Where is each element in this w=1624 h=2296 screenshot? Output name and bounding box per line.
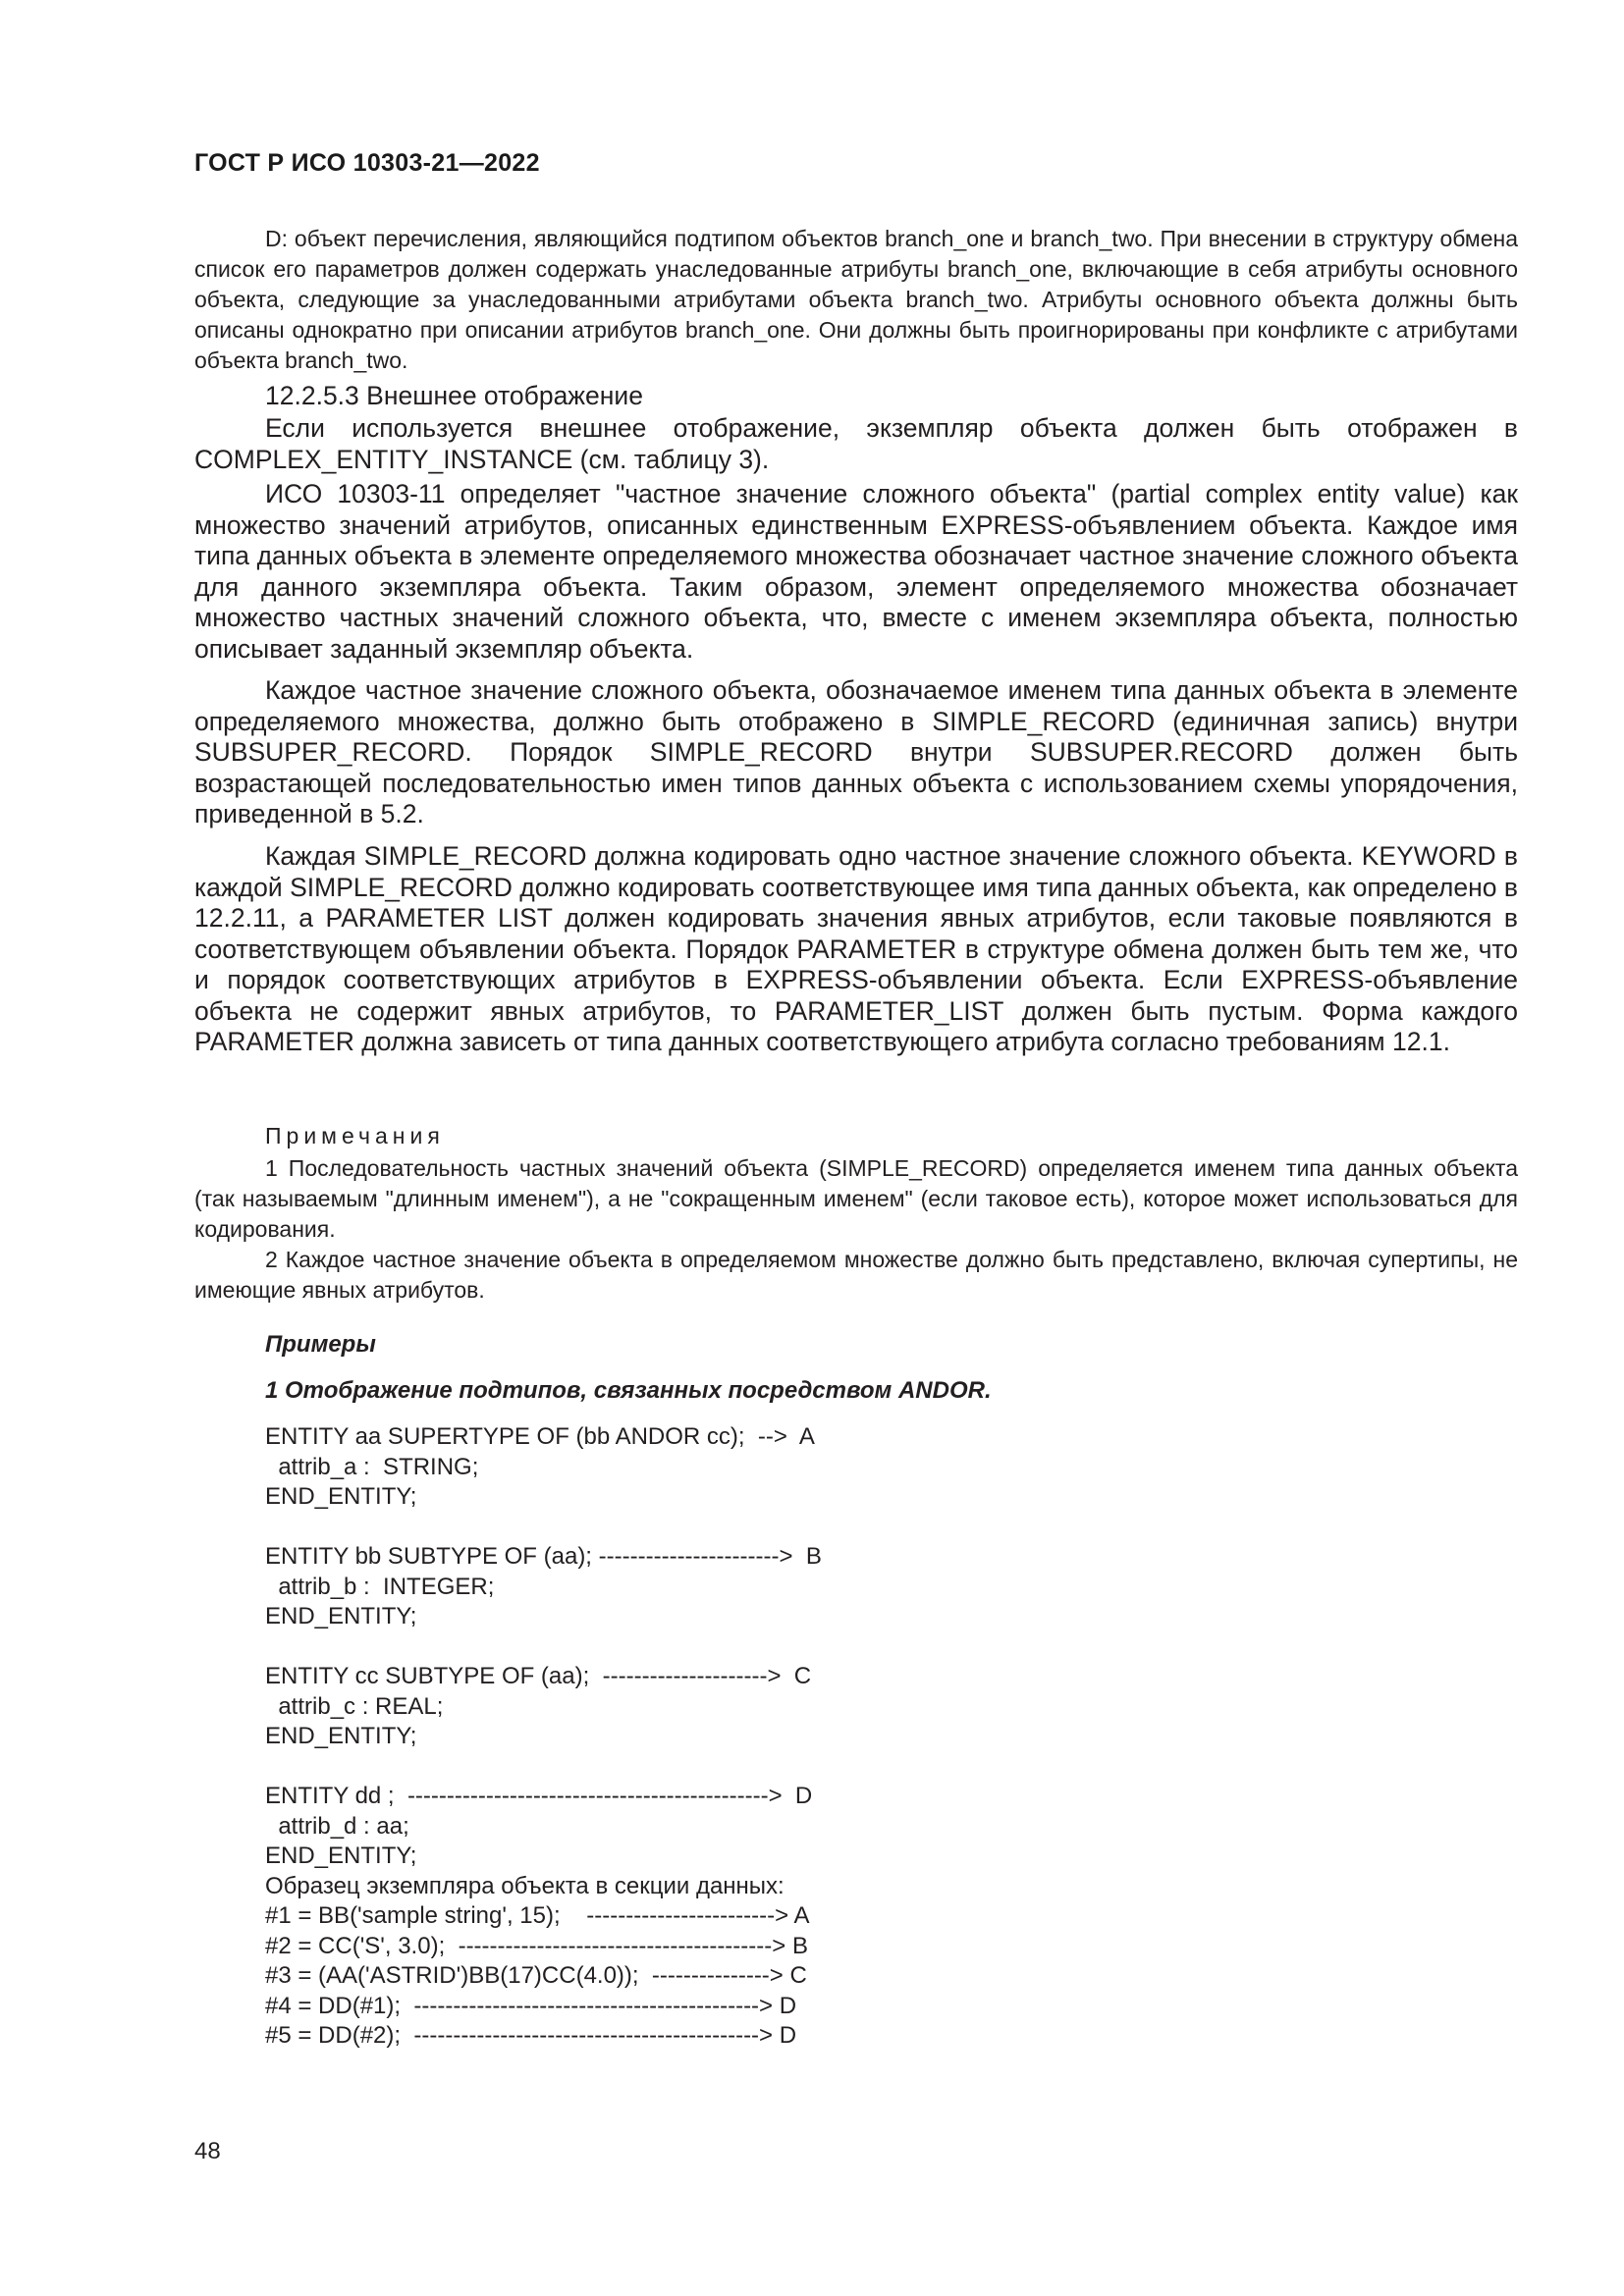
- examples-title: Примеры: [265, 1331, 376, 1358]
- code-line: #1 = BB('sample string', 15); ------------------------> A: [265, 1902, 810, 1929]
- paragraph-each: [194, 675, 1518, 830]
- code-line: ENTITY dd ; ----------------------------------------------> D: [265, 1783, 813, 1809]
- code-line: ENTITY bb SUBTYPE OF (aa); -----------------------> B: [265, 1543, 822, 1570]
- paragraph-text: ИСО 10303-11 определяет "частное значение сложного объекта" (partial complex entity value) как множество значений атрибутов, описанных единственным EXPRESS-объявлением объекта. Каждое имя типа данных объекта в элементе определяемого множества обозначает частное значение сложного объекта для данного экземпляра объекта. Таким образом, элемент определяемого множества обозначает множество частных значений сложного объекта, что, вместе с именем экземпляра объекта, полностью описывает заданный экземпляр объекта.: [194, 479, 1518, 664]
- code-line: END_ENTITY;: [265, 1483, 417, 1510]
- code-line: #5 = DD(#2); --------------------------------------------> D: [265, 2022, 797, 2049]
- page-number: 48: [194, 2138, 221, 2164]
- paragraph-d-object: [194, 224, 1518, 376]
- code-line: END_ENTITY;: [265, 1842, 417, 1869]
- paragraph-text: D: объект перечисления, являющийся подтипом объектов branch_one и branch_two. При внесении в структуру обмена список его параметров должен содержать унаследованные атрибуты branch_one, включающие в себя атрибуты основного объекта, следующие за унаследованными атрибутами объекта branch_two. Атрибуты основного объекта должны быть описаны однократно при описании атрибутов branch_one. Они должны быть проигнорированы при конфликте с атрибутами объекта branch_two.: [194, 226, 1518, 373]
- section-heading: 12.2.5.3 Внешнее отображение: [265, 381, 643, 410]
- code-example: [265, 1422, 822, 2052]
- paragraph-text: Каждое частное значение сложного объекта, обозначаемое именем типа данных объекта в элементе определяемого множества, должно быть отображено в SIMPLE_RECORD (единичная запись) внутри SUBSUPER_RECORD. Порядок SIMPLE_RECORD внутри SUBSUPER.RECORD должен быть возрастающей последовательностью имен типов данных объекта с использованием схемы упорядочения, приведенной в 5.2.: [194, 675, 1518, 828]
- paragraph-simple-record: [194, 841, 1518, 1058]
- code-line: attrib_c : REAL;: [265, 1692, 444, 1720]
- code-line: Образец экземпляра объекта в секции данных:: [265, 1872, 785, 1899]
- paragraph-external: [194, 413, 1518, 475]
- note-1: [194, 1153, 1518, 1245]
- notes-title: Примечания: [265, 1123, 445, 1148]
- code-line: #4 = DD(#1); --------------------------------------------> D: [265, 1992, 797, 2019]
- code-line: #3 = (AA('ASTRID')BB(17)CC(4.0)); ---------------> C: [265, 1962, 807, 1989]
- code-line: attrib_d : aa;: [265, 1812, 409, 1840]
- note-text: 1 Последовательность частных значений объекта (SIMPLE_RECORD) определяется именем типа данных объекта (так называемым "длинным именем"), а не "сокращенным именем" (если таковое есть), которое может использоваться для кодирования.: [194, 1155, 1518, 1242]
- code-line: END_ENTITY;: [265, 1723, 417, 1749]
- example-1-title: 1 Отображение подтипов, связанных посредством ANDOR.: [265, 1377, 992, 1404]
- paragraph-iso: [194, 479, 1518, 665]
- note-text: 2 Каждое частное значение объекта в определяемом множестве должно быть представлено, включая супертипы, не имеющие явных атрибутов.: [194, 1247, 1518, 1303]
- code-line: attrib_b : INTEGER;: [265, 1573, 495, 1600]
- code-line: attrib_a : STRING;: [265, 1453, 479, 1480]
- paragraph-text: Если используется внешнее отображение, экземпляр объекта должен быть отображен в COMPLEX_ENTITY_INSTANCE (см. таблицу 3).: [194, 413, 1518, 474]
- note-2: [194, 1245, 1518, 1306]
- code-line: [265, 1513, 822, 1543]
- code-line: ENTITY aa SUPERTYPE OF (bb ANDOR cc); --> A: [265, 1423, 815, 1450]
- code-line: #2 = CC('S', 3.0); ----------------------------------------> B: [265, 1932, 808, 1959]
- paragraph-text: Каждая SIMPLE_RECORD должна кодировать одно частное значение сложного объекта. KEYWORD в каждой SIMPLE_RECORD должно кодировать соответствующее имя типа данных объекта, как определено в 12.2.11, а PARAMETER LIST должен кодировать значения явных атрибутов, если таковые появляются в соответствующем объявлении объекта. Порядок PARAMETER в структуре обмена должен быть тем же, что и порядок соответствующих атрибутов в EXPRESS-объявлении объекта. Если EXPRESS-объявление объекта не содержит явных атрибутов, то PARAMETER_LIST должен быть пустым. Форма каждого PARAMETER должна зависеть от типа данных соответствующего атрибута согласно требованиям 12.1.: [194, 841, 1518, 1056]
- document-header: ГОСТ Р ИСО 10303-21—2022: [194, 149, 540, 177]
- code-line: [265, 1752, 822, 1783]
- code-line: [265, 1632, 822, 1663]
- code-line: END_ENTITY;: [265, 1603, 417, 1629]
- code-line: ENTITY cc SUBTYPE OF (aa); ---------------------> C: [265, 1663, 812, 1689]
